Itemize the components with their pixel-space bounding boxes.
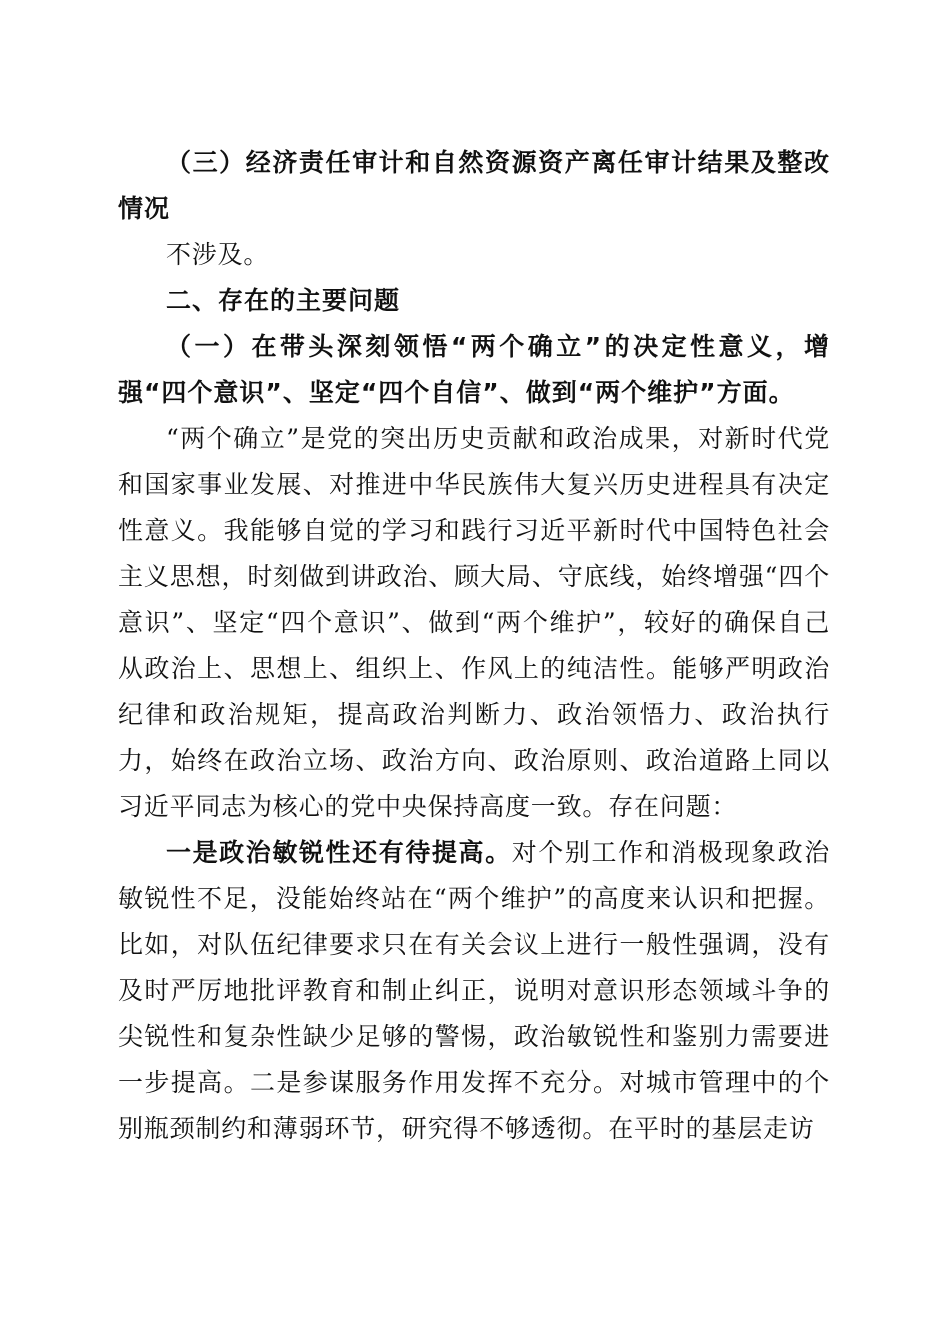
problem1-text: 对个别工作和消极现象政治敏锐性不足，没能始终站在“两个维护”的高度来认识和把握。比如，对队伍纪律要求只在有关会议上进行一般性强调，没有及时严厉地批评教育和制止纠正，说明对意识形态领域斗争的尖锐性和复杂性缺少足够的警惕，政治敏锐性和鉴别力需要进一步提高。二是参谋服务作用发挥不充分。对城市管理中的个别瓶颈制约和薄弱环节，研究得不够透彻。在平时的基层走访: [118, 838, 830, 1143]
section3-heading: （三）经济责任审计和自然资源资产离任审计结果及整改情况: [118, 148, 830, 223]
subsection1-heading: （一）在带头深刻领悟“两个确立”的决定性意义，增强“四个意识”、坚定“四个自信”、做到“两个维护”方面。: [118, 332, 830, 407]
section3-body: 不涉及。: [166, 240, 270, 269]
paragraph-1: “两个确立”是党的突出历史贡献和政治成果，对新时代党和国家事业发展、对推进中华民族伟大复兴历史进程具有决定性意义。我能够自觉的学习和践行习近平新时代中国特色社会主义思想，时刻做到讲政治、顾大局、守底线，始终增强“四个意识”、坚定“四个意识”、做到“两个维护”，较好的确保自己从政治上、思想上、组织上、作风上的纯洁性。能够严明政治纪律和政治规矩，提高政治判断力、政治领悟力、政治执行力，始终在政治立场、政治方向、政治原则、政治道路上同以习近平同志为核心的党中央保持高度一致。存在问题：: [118, 424, 830, 821]
part2-heading: 二、存在的主要问题: [166, 286, 401, 315]
document-body: [118, 140, 830, 1152]
problem-paragraph: [118, 830, 830, 1152]
problem1-lead: 一是政治敏锐性还有待提高。: [166, 838, 512, 867]
